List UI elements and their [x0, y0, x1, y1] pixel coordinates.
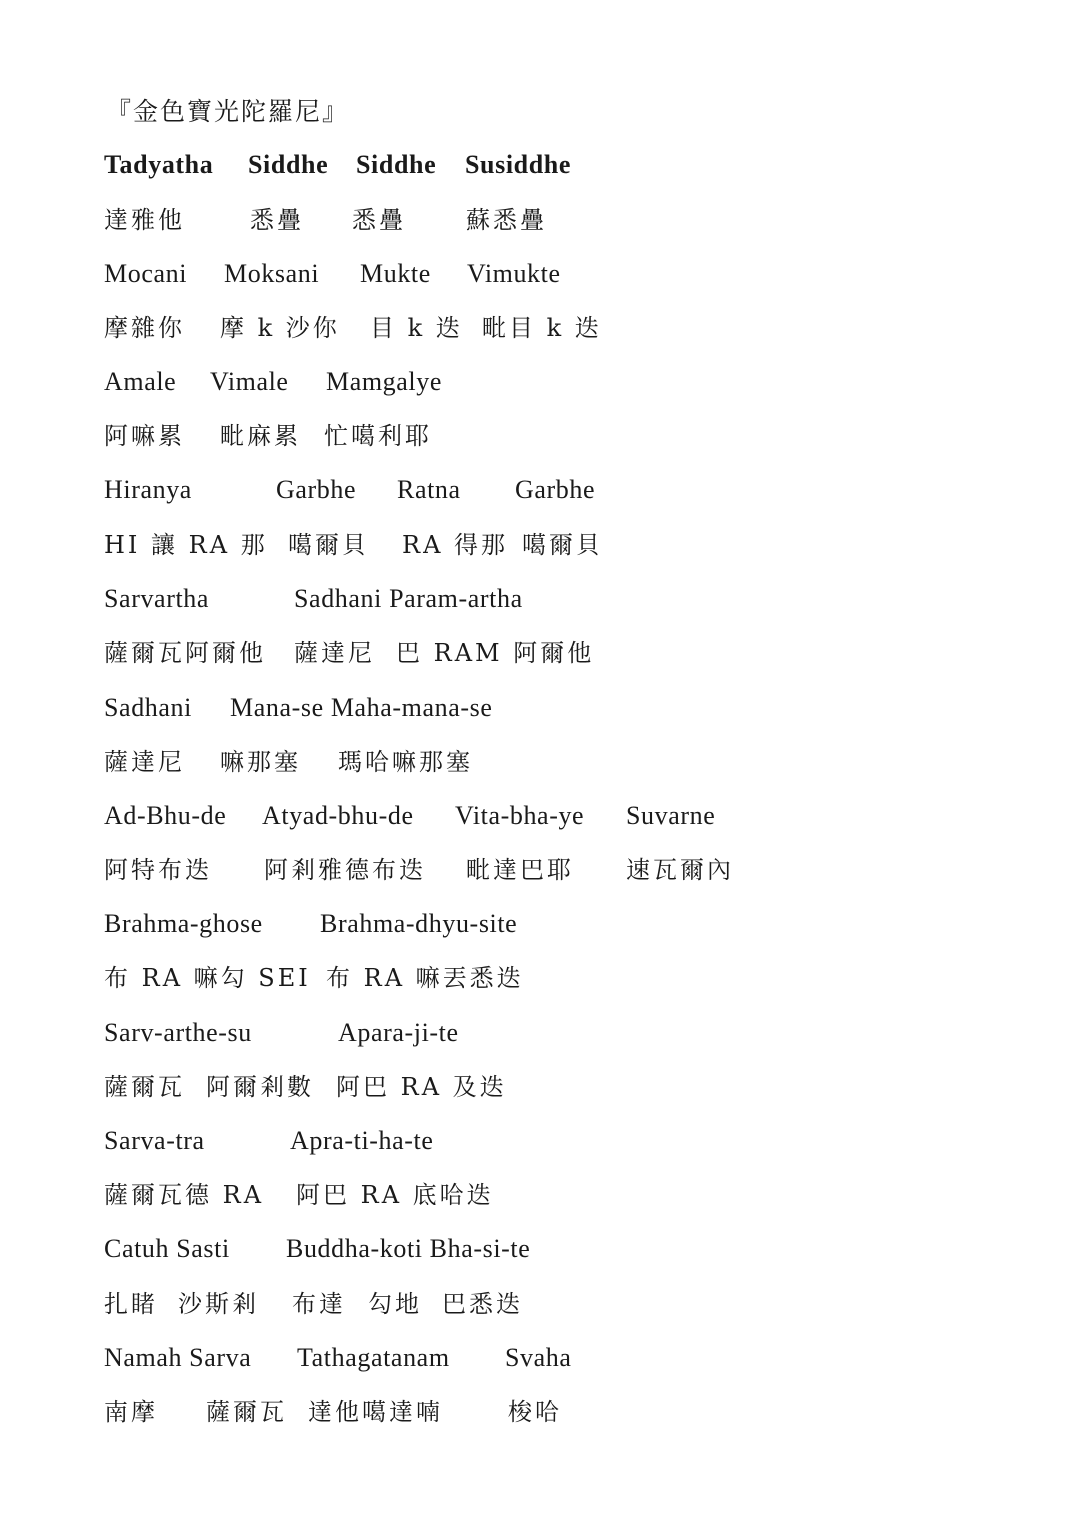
romanized-syllable: Sadhani Param-artha: [294, 584, 523, 613]
chinese-line: [104, 308, 1064, 348]
romanized-syllable: Svaha: [505, 1343, 572, 1372]
chinese-line: [104, 850, 1064, 890]
chinese-syllable: 悉疊: [352, 206, 406, 234]
romanized-syllable: Siddhe: [356, 150, 437, 179]
romanized-line: [104, 470, 1064, 510]
chinese-line: [104, 1175, 1064, 1215]
romanized-line: [104, 1229, 1064, 1269]
romanized-line: [104, 145, 1064, 185]
chinese-syllable: 巴悉迭: [442, 1290, 523, 1318]
romanized-syllable: Sadhani: [104, 693, 192, 722]
romanized-syllable: Amale: [104, 367, 177, 396]
romanized-syllable: Mocani: [104, 259, 188, 288]
chinese-syllable: 梭哈: [508, 1398, 562, 1426]
romanized-syllable: Apra-ti-ha-te: [290, 1126, 434, 1155]
romanized-syllable: Namah Sarva: [104, 1343, 252, 1372]
chinese-syllable: 沙斯剎: [178, 1290, 259, 1318]
romanized-syllable: Apara-ji-te: [338, 1018, 459, 1047]
romanized-syllable: Brahma-dhyu-site: [320, 909, 518, 938]
romanized-syllable: Hiranya: [104, 475, 192, 504]
chinese-line: [104, 1392, 1064, 1432]
chinese-syllable: 阿剎雅德布迭: [264, 856, 426, 884]
chinese-syllable: 悉疊: [250, 206, 304, 234]
romanized-syllable: Garbhe: [276, 475, 357, 504]
chinese-line: [104, 416, 1064, 456]
romanized-syllable: Ratna: [397, 475, 461, 504]
romanized-line: [104, 688, 1064, 728]
chinese-line: [104, 525, 1064, 565]
chinese-syllable: 薩爾瓦: [206, 1398, 287, 1426]
chinese-syllable: 摩雜你: [104, 314, 185, 342]
romanized-syllable: Atyad-bhu-de: [262, 801, 414, 830]
chinese-syllable: RA 得那: [402, 531, 509, 559]
romanized-syllable: Susiddhe: [465, 150, 571, 179]
chinese-syllable: 阿特布迭: [104, 856, 212, 884]
chinese-syllable: 布達: [292, 1290, 346, 1318]
chinese-syllable: 瑪哈嘛那塞: [338, 748, 473, 776]
chinese-syllable: 目 k 迭: [370, 314, 463, 342]
chinese-syllable: 毗目 k 迭: [482, 314, 602, 342]
chinese-syllable: 巴 RAM 阿爾他: [396, 639, 595, 667]
romanized-line: [104, 904, 1064, 944]
romanized-line: [104, 1013, 1064, 1053]
chinese-syllable: 薩達尼: [294, 639, 375, 667]
chinese-line: [104, 200, 1064, 240]
chinese-syllable: 摩 k 沙你: [220, 314, 340, 342]
romanized-syllable: Vimale: [210, 367, 289, 396]
romanized-line: [104, 1338, 1064, 1378]
chinese-syllable: 嘛那塞: [220, 748, 301, 776]
chinese-syllable: 阿巴 RA 及迭: [336, 1073, 507, 1101]
romanized-syllable: Suvarne: [626, 801, 716, 830]
chinese-syllable: 薩達尼: [104, 748, 185, 776]
chinese-line: [104, 742, 1064, 782]
chinese-line: [104, 633, 1064, 673]
dharani-title: 『金色寶光陀羅尼』: [106, 97, 350, 126]
chinese-syllable: 扎睹: [104, 1290, 158, 1318]
romanized-line: [104, 254, 1064, 294]
romanized-syllable: Buddha-koti Bha-si-te: [286, 1234, 531, 1263]
chinese-syllable: 布 RA 嘛丟悉迭: [326, 964, 524, 992]
chinese-syllable: 南摩: [104, 1398, 158, 1426]
chinese-syllable: 布 RA 嘛勾 SEI: [104, 964, 311, 992]
chinese-syllable: 毗達巴耶: [466, 856, 574, 884]
chinese-syllable: 噶爾貝: [288, 531, 369, 559]
romanized-syllable: Mana-se Maha-mana-se: [230, 693, 493, 722]
romanized-syllable: Mamgalye: [326, 367, 442, 396]
chinese-syllable: 蘇悉疊: [466, 206, 547, 234]
romanized-syllable: Mukte: [360, 259, 431, 288]
chinese-syllable: 阿巴 RA 底哈迭: [296, 1181, 494, 1209]
chinese-syllable: 毗麻累: [220, 422, 301, 450]
romanized-syllable: Garbhe: [515, 475, 596, 504]
chinese-line: [104, 1067, 1064, 1107]
chinese-syllable: 薩爾瓦德 RA: [104, 1181, 265, 1209]
chinese-syllable: 阿嘛累: [104, 422, 185, 450]
chinese-syllable: 速瓦爾內: [626, 856, 734, 884]
chinese-syllable: 忙噶利耶: [324, 422, 432, 450]
chinese-syllable: 達雅他: [104, 206, 185, 234]
romanized-syllable: Sarvartha: [104, 584, 210, 613]
chinese-syllable: 達他噶達喃: [308, 1398, 443, 1426]
romanized-line: [104, 796, 1064, 836]
romanized-syllable: Catuh Sasti: [104, 1234, 230, 1263]
romanized-syllable: Vimukte: [467, 259, 561, 288]
chinese-syllable: 薩爾瓦: [104, 1073, 185, 1101]
romanized-syllable: Tathagatanam: [297, 1343, 450, 1372]
romanized-line: [104, 362, 1064, 402]
chinese-line: [104, 958, 1064, 998]
chinese-syllable: HI 讓 RA 那: [104, 531, 268, 559]
chinese-syllable: 阿爾剎數: [206, 1073, 314, 1101]
romanized-line: [104, 579, 1064, 619]
chinese-syllable: 噶爾貝: [522, 531, 603, 559]
chinese-syllable: 薩爾瓦阿爾他: [104, 639, 266, 667]
romanized-syllable: Sarva-tra: [104, 1126, 205, 1155]
romanized-line: [104, 1121, 1064, 1161]
romanized-syllable: Sarv-arthe-su: [104, 1018, 252, 1047]
romanized-syllable: Ad-Bhu-de: [104, 801, 227, 830]
chinese-syllable: 勾地: [368, 1290, 422, 1318]
romanized-syllable: Brahma-ghose: [104, 909, 263, 938]
romanized-syllable: Siddhe: [248, 150, 329, 179]
romanized-syllable: Tadyatha: [104, 150, 214, 179]
chinese-line: [104, 1284, 1064, 1324]
romanized-syllable: Vita-bha-ye: [455, 801, 585, 830]
romanized-syllable: Moksani: [224, 259, 320, 288]
